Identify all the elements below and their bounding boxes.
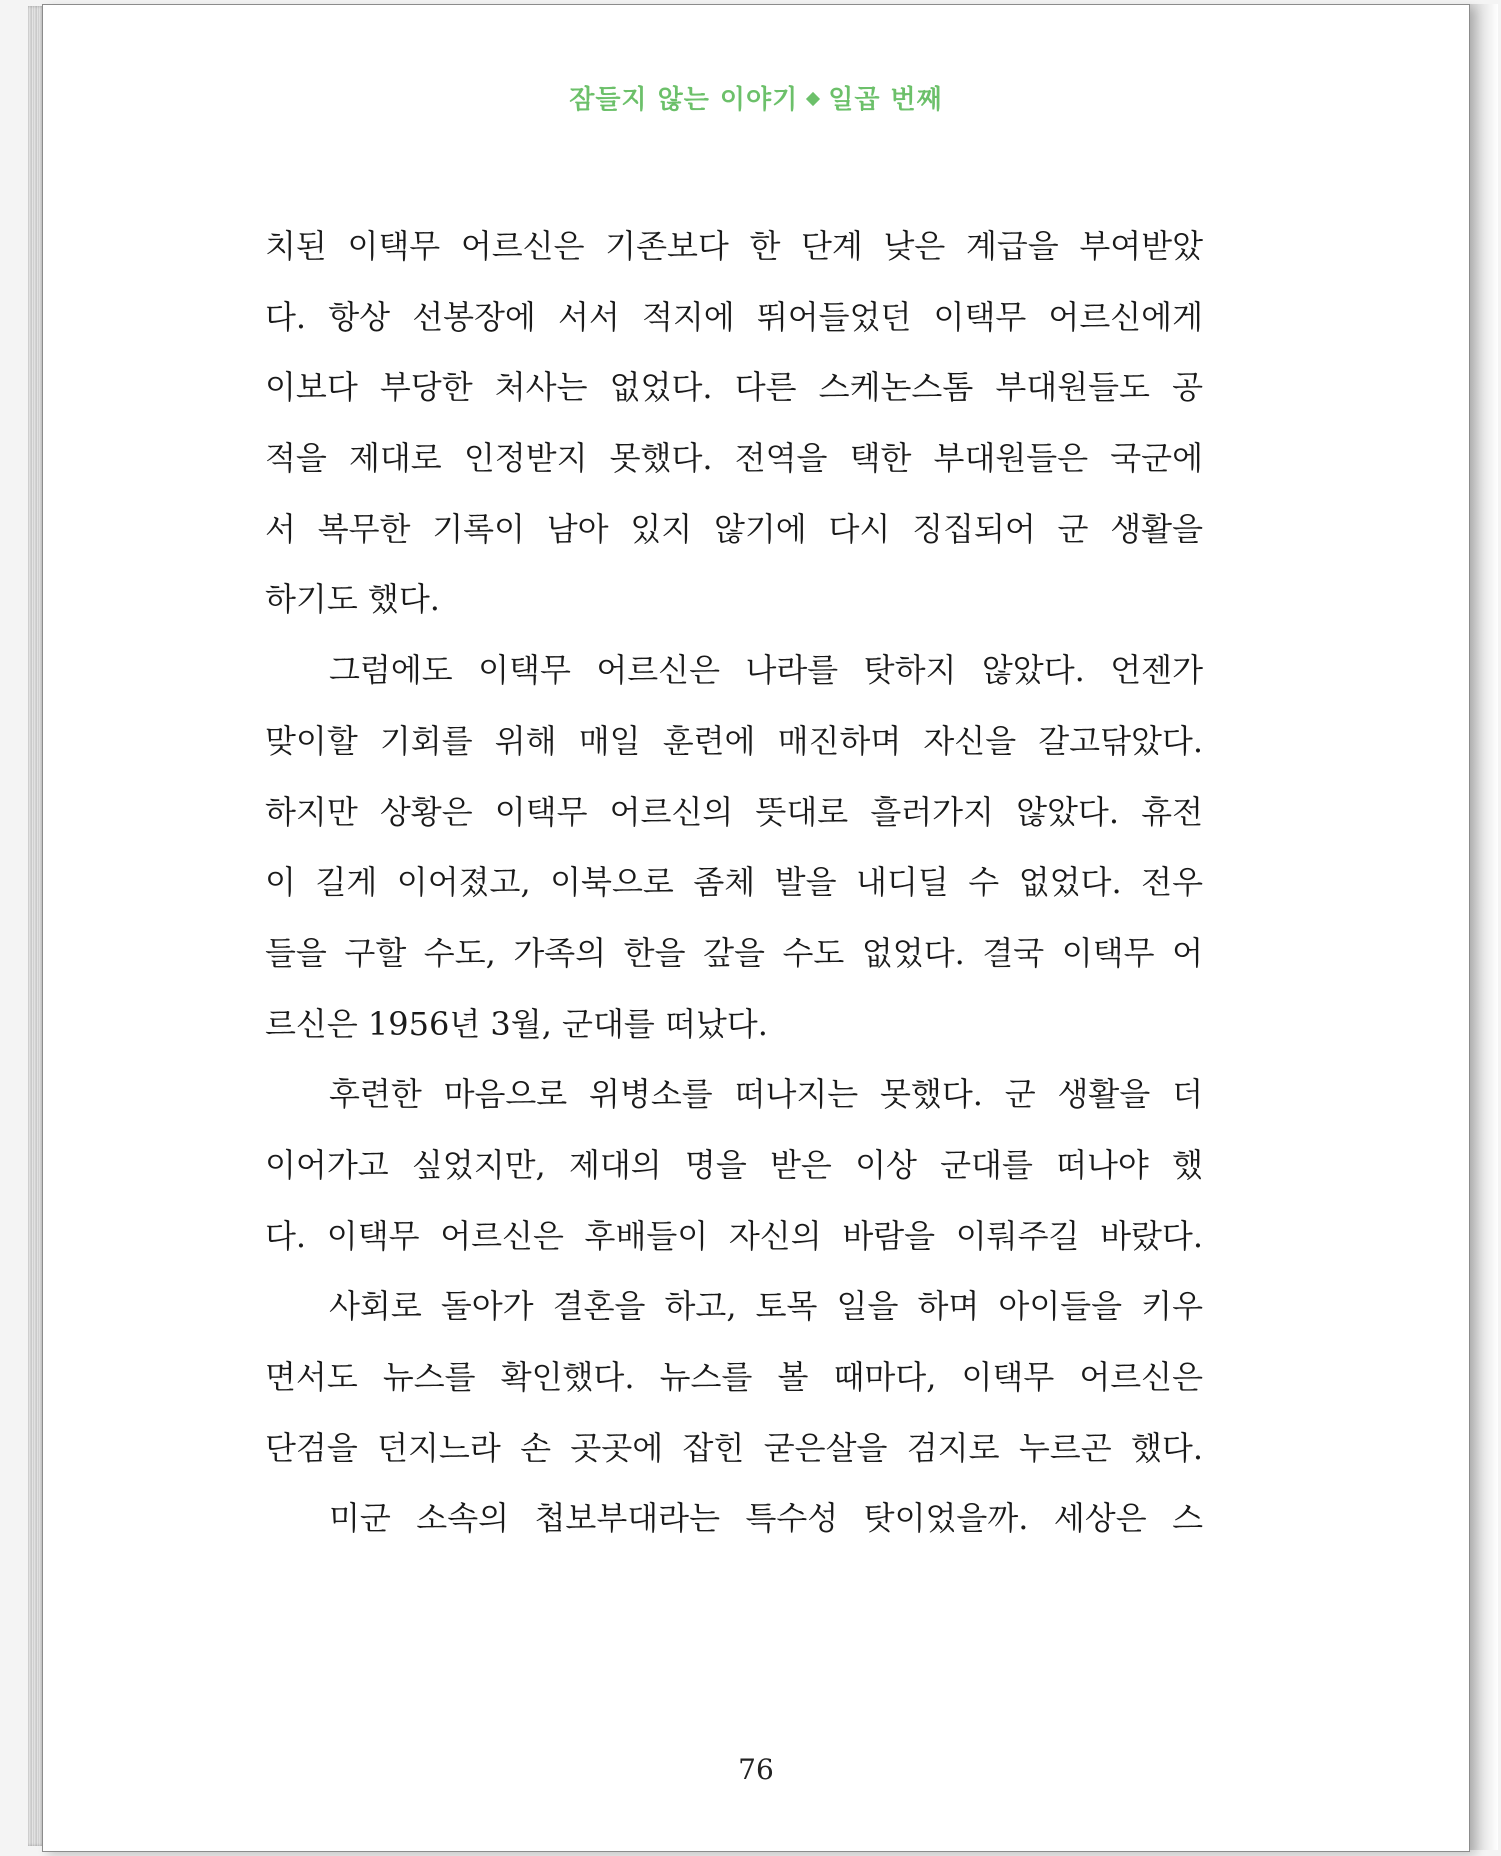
header-chapter: 일곱 번째 [828,85,943,115]
diamond-separator-icon [806,92,820,106]
page-number: 76 [738,1753,774,1786]
text-line: 다. 항상 선봉장에 서서 적지에 뛰어들었던 이택무 어르신에게 [265,297,1203,336]
text-line: 들을 구할 수도, 가족의 한을 갚을 수도 없었다. 결국 이택무 어 [265,933,1203,972]
paragraph-first-line: 미군 소속의 첩보부대라는 특수성 탓이었을까. 세상은 스 [329,1499,1203,1538]
text-line: 이 길게 이어졌고, 이북으로 좀체 발을 내디딜 수 없었다. 전우 [265,863,1203,902]
paragraph-first-line: 사회로 돌아가 결혼을 하고, 토목 일을 하며 아이들을 키우 [329,1287,1203,1326]
body-text [265,211,1203,1554]
text-line: 이보다 부당한 처사는 없었다. 다른 스케논스톰 부대원들도 공 [265,368,1203,407]
text-line: 면서도 뉴스를 확인했다. 뉴스를 볼 때마다, 이택무 어르신은 [265,1358,1203,1396]
text-line: 다. 이택무 어르신은 후배들이 자신의 바람을 이뤄주길 바랐다. [265,1216,1203,1255]
text-line: 이어가고 싶었지만, 제대의 명을 받은 이상 군대를 떠나야 했 [265,1145,1203,1184]
book-page [42,4,1470,1852]
text-line: 치된 이택무 어르신은 기존보다 한 단계 낮은 계급을 부여받았 [265,227,1203,265]
text-line: 적을 제대로 인정받지 못했다. 전역을 택한 부대원들은 국군에 [265,439,1203,478]
text-line: 하지만 상황은 이택무 어르신의 뜻대로 흘러가지 않았다. 휴전 [265,792,1203,831]
text-line: 르신은 1956년 3월, 군대를 떠났다. [265,1004,768,1043]
text-line: 맞이할 기회를 위해 매일 훈련에 매진하며 자신을 갈고닦았다. [265,721,1203,760]
text-line: 서 복무한 기록이 남아 있지 않기에 다시 징집되어 군 생활을 [265,509,1203,548]
running-header [43,79,1469,116]
text-line: 하기도 했다. [265,580,440,619]
page-gutter-shadow [1468,4,1498,1850]
text-line: 단검을 던지느라 손 곳곳에 잡힌 굳은살을 검지로 누르곤 했다. [265,1428,1203,1467]
header-book-title: 잠들지 않는 이야기 [569,85,799,115]
paragraph-first-line: 후련한 마음으로 위병소를 떠나지는 못했다. 군 생활을 더 [329,1075,1203,1114]
paragraph-first-line: 그럼에도 이택무 어르신은 나라를 탓하지 않았다. 언젠가 [329,651,1203,690]
